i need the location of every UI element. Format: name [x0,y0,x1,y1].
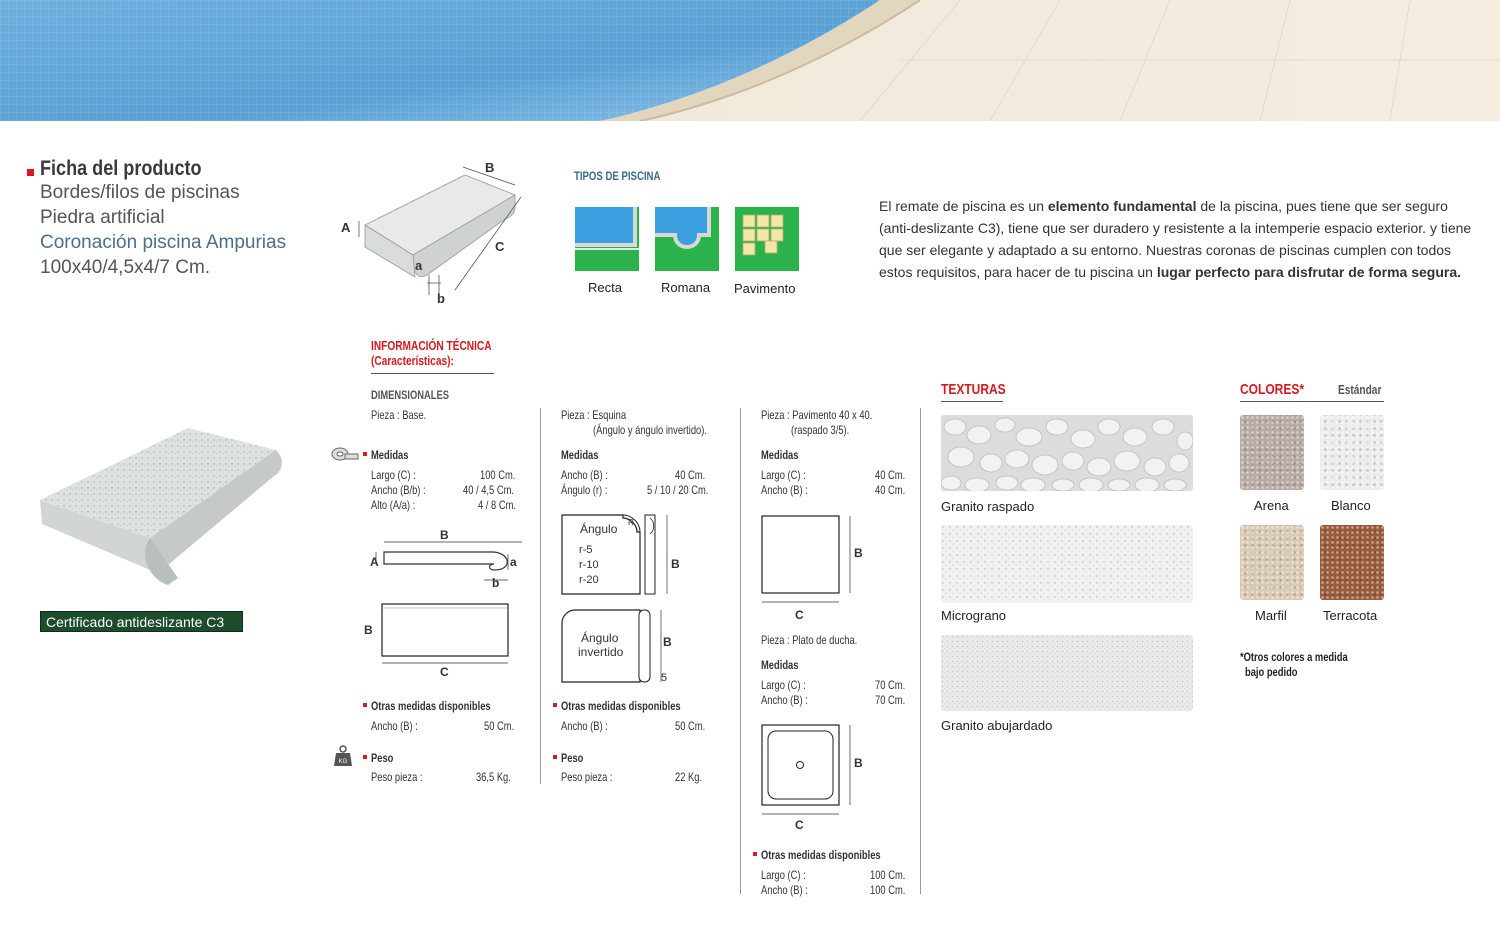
col2-peso-key: Peso pieza : [561,770,613,784]
col3-shower-tray-diagram [759,722,869,839]
svg-text:KG: KG [338,759,348,765]
col1-dim-a: a [510,555,517,569]
color-label-marfil: Marfil [1255,608,1287,623]
weight-kg-icon [333,745,353,772]
texture-granito-abujardado-swatch [941,635,1193,716]
colors-note-line-1: *Otros colores a medida [1240,650,1348,664]
col3-medidas-title: Medidas [761,448,799,462]
col2-dim-B2: B [663,635,672,649]
pool-type-pavimento-icon [735,207,799,271]
column-divider [920,408,921,894]
color-label-terracota: Terracota [1323,608,1378,623]
col2-medidas-title: Medidas [561,448,599,462]
col3-dim-C2: C [795,818,804,832]
product-photo [38,420,288,600]
col3-rowb-1-val: 70 Cm. [875,693,906,707]
description-bold-1: elemento fundamental [1047,198,1197,214]
pool-type-label-recta: Recta [588,280,622,295]
page-title: Ficha del producto [40,157,202,180]
texture-label-micrograno: Micrograno [941,608,1007,623]
col1-row-1-key: Ancho (B/b) : [371,483,426,497]
tech-title-rule [371,373,494,374]
col2-row-0-val: 40 Cm. [675,468,706,482]
col2-R-label: R [628,518,634,527]
col2-pieza2: (Ángulo y ángulo invertido). [593,423,707,437]
col1-medidas-title: Medidas [371,448,409,462]
col2-peso-title: Peso [561,751,584,765]
subtitle-line-2: Piedra artificial [40,207,165,228]
col1-row-0-val: 100 Cm. [480,468,516,482]
color-swatch-blanco [1320,415,1384,490]
pool-type-label-romana: Romana [661,280,711,295]
column-divider [740,408,741,894]
col3-paving-diagram [759,513,869,628]
pool-type-recta-icon [575,207,639,271]
dim-label-b: b [437,291,445,306]
colors-note-line-2: bajo pedido [1245,665,1298,679]
col1-dim-B: B [440,528,449,542]
tech-title: INFORMACIÓN TÉCNICA [371,338,492,353]
pool-types-title: TIPOS DE PISCINA [574,169,661,183]
pool-type-romana-icon [655,207,719,271]
subtitle-line-3: Coronación piscina Ampurias [40,232,287,253]
col3-otras-1-val: 100 Cm. [870,883,906,897]
col1-row-2-key: Alto (A/a) : [371,498,416,512]
bullet-icon [363,452,367,456]
col3-rowb-1-key: Ancho (B) : [761,693,808,707]
col2-inv-2: invertido [578,645,624,659]
col2-otras-key: Ancho (B) : [561,719,608,733]
colors-title: COLORES* [1240,381,1305,398]
col1-plan-C: C [440,665,449,679]
col2-radius-5: r-5 [579,544,593,556]
col2-row-1-val: 5 / 10 / 20 Cm. [647,483,709,497]
col3-dim-C: C [795,608,804,622]
col2-pieza: Pieza : Esquina [561,408,627,422]
col2-peso-val: 22 Kg. [675,770,703,784]
subtitle-line-4: 100x40/4,5x4/7 Cm. [40,257,211,278]
col2-otras-val: 50 Cm. [675,719,706,733]
col1-row-2-val: 4 / 8 Cm. [478,498,516,512]
col1-pieza: Pieza : Base. [371,408,427,422]
certificate-badge: Certificado antideslizante C3 [40,611,243,632]
col3-row-1-key: Ancho (B) : [761,483,808,497]
col1-row-0-key: Largo (C) : [371,468,416,482]
pool-type-label-pavimento: Pavimento [734,281,796,296]
color-label-blanco: Blanco [1331,498,1371,513]
description-text-2: de la piscina, pues tiene que ser seguro (anti-deslizante C3), tiene que ser duradero y resistente a la intemperie espacio exterior. y tiene que ser elegante y adaptado a su entorno. Nuestras coronas de piscinas cumplen con todos estos requisitos, para hacer de tu piscina un [879,198,1472,280]
dim-label-a: a [415,258,423,273]
col3-otras-title: Otras medidas disponibles [761,848,881,862]
col1-otras-title: Otras medidas disponibles [371,699,491,713]
col2-inverted-angle-diagram [559,606,689,693]
color-swatch-arena [1240,415,1304,490]
color-label-arena: Arena [1254,498,1289,513]
bullet-icon [553,703,557,707]
col3-pieza-b: Pieza : Plato de ducha. [761,633,858,647]
col2-row-0-key: Ancho (B) : [561,468,608,482]
dim-label-B: B [485,160,495,175]
tape-measure-icon [331,446,359,467]
dim-label-C: C [495,239,505,254]
bullet-icon [363,755,367,759]
col3-otras-0-val: 100 Cm. [870,868,906,882]
dimensional-title: DIMENSIONALES [371,388,450,402]
col1-profile-diagram [362,526,527,593]
col3-rowb-0-val: 70 Cm. [875,678,906,692]
header-banner-image [0,0,1500,121]
col3-row-1-val: 40 Cm. [875,483,906,497]
col3-dim-B: B [854,546,863,560]
title-marker [27,163,34,181]
color-swatch-marfil [1240,525,1304,600]
col1-otras-val: 50 Cm. [484,719,515,733]
col3-medidas-b-title: Medidas [761,658,799,672]
description-text-1: El remate de piscina es un [879,198,1048,214]
col3-row-0-val: 40 Cm. [875,468,906,482]
bullet-icon [753,852,757,856]
texture-granito-raspado-swatch [941,415,1193,496]
subtitle-line-1: Bordes/filos de piscinas [40,182,240,203]
col1-plan-diagram [362,600,527,685]
col3-row-0-key: Largo (C) : [761,468,806,482]
tech-subtitle: (Características): [371,353,454,368]
col2-angle-diagram [559,512,689,603]
col2-otras-title: Otras medidas disponibles [561,699,681,713]
col2-angle-label: Ángulo [580,522,618,536]
col2-dim-5: 5 [661,672,668,684]
colors-standard-label: Estándar [1338,382,1382,397]
col3-otras-0-key: Largo (C) : [761,868,806,882]
textures-title: TEXTURAS [941,381,1006,398]
col3-rowb-0-key: Largo (C) : [761,678,806,692]
col1-dim-A: A [370,555,379,569]
col1-peso-val: 36,5 Kg. [476,770,511,784]
col3-otras-1-key: Ancho (B) : [761,883,808,897]
texture-label-granito-raspado: Granito raspado [941,499,1035,514]
col2-inv-1: Ángulo [581,631,619,645]
texture-label-granito-abujardado: Granito abujardado [941,718,1053,733]
texture-micrograno-swatch [941,525,1193,608]
dim-label-A: A [341,220,351,235]
col3-dim-B2: B [854,756,863,770]
bullet-icon [553,755,557,759]
col2-radius-10: r-10 [579,559,599,571]
bullet-icon [363,703,367,707]
column-divider [540,408,541,784]
col3-pieza: Pieza : Pavimento 40 x 40. [761,408,873,422]
col2-radius-20: r-20 [579,574,599,586]
col3-pieza2: (raspado 3/5). [791,423,850,437]
textures-title-rule [941,401,1003,402]
top-dimension-diagram [335,155,535,315]
col1-plan-B: B [364,623,373,637]
description-bold-2: lugar perfecto para disfrutar de forma segura. [1156,264,1462,280]
color-swatch-terracota [1320,525,1384,600]
col1-dim-b: b [492,576,500,588]
col1-row-1-val: 40 / 4,5 Cm. [463,483,514,497]
description-paragraph [879,195,1479,283]
col1-peso-key: Peso pieza : [371,770,423,784]
col2-row-1-key: Ángulo (r) : [561,483,608,497]
col1-peso-title: Peso [371,751,394,765]
col1-otras-key: Ancho (B) : [371,719,418,733]
col2-dim-B: B [671,557,680,571]
colors-title-rule [1240,401,1384,402]
